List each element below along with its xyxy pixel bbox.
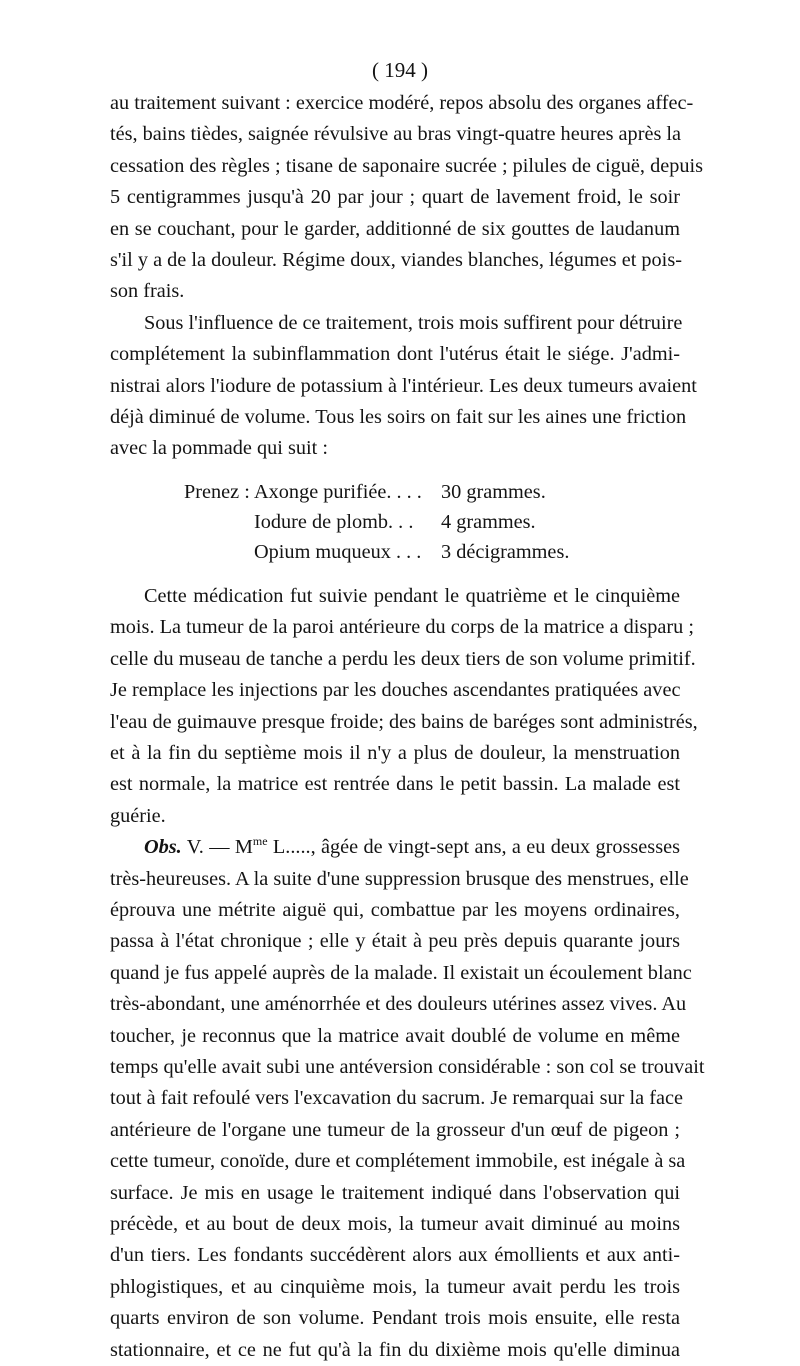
text-line: d'un tiers. Les fondants succédèrent alors aux émollients et aux anti- <box>110 1244 680 1267</box>
recipe-row <box>110 537 680 567</box>
observation-intro-a: V. — M <box>186 836 253 859</box>
text-line: guérie. <box>110 804 166 827</box>
text-line: cette tumeur, conoïde, dure et complétement immobile, est inégale à sa <box>110 1150 686 1173</box>
text-line: précède, et au bout de deux mois, la tumeur avait diminué au moins <box>110 1213 680 1235</box>
text-line: tés, bains tièdes, saignée révulsive au bras vingt-quatre heures après la <box>110 123 682 146</box>
text-line: déjà diminué de volume. Tous les soirs on fait sur les aines une friction <box>110 406 687 429</box>
text-line <box>110 832 680 863</box>
text-line: Sous l'influence de ce traitement, trois mois suffirent pour détruire <box>144 311 683 334</box>
recipe-prefix: Prenez : <box>184 480 250 503</box>
text-line: Je remplace les injections par les douches ascendantes pratiquées avec <box>110 679 681 702</box>
text-line: tout à fait refoulé vers l'excavation du sacrum. Je remarquai sur la face <box>110 1087 683 1110</box>
recipe-quantity: 4 grammes. <box>441 510 536 533</box>
paragraph-observation-v <box>110 832 705 1366</box>
body-text <box>110 88 705 1366</box>
text-line: toucher, je reconnus que la matrice avait doublé de volume en même <box>110 1024 680 1047</box>
text-line: celle du museau de tanche a perdu les deux tiers de son volume primitif. <box>110 647 696 670</box>
text-line: temps qu'elle avait subi une antéversion considérable : son col se trouvait <box>110 1055 705 1078</box>
text-line: avec la pommade qui suit : <box>110 437 328 460</box>
text-line: et à la fin du septième mois il n'y a plus de douleur, la menstruation <box>110 741 680 764</box>
text-line: antérieure de l'organe une tumeur de la grosseur d'un œuf de pigeon ; <box>110 1118 680 1141</box>
text-line: stationnaire, et ce ne fut qu'à la fin du dixième mois qu'elle diminua <box>110 1338 680 1361</box>
text-line: éprouva une métrite aiguë qui, combattue par les moyens ordinaires, <box>110 898 680 921</box>
paragraph-influence <box>110 308 697 465</box>
text-line: surface. Je mis en usage le traitement indiqué dans l'observation qui <box>110 1181 680 1204</box>
text-line: s'il y a de la douleur. Régime doux, viandes blanches, légumes et pois- <box>110 249 682 272</box>
text-line: phlogistiques, et au cinquième mois, la tumeur avait perdu les trois <box>110 1275 680 1298</box>
paragraph-treatment <box>110 88 704 308</box>
text-line: quarts environ de son volume. Pendant trois mois ensuite, elle resta <box>110 1307 680 1330</box>
text-line: est normale, la matrice est rentrée dans le petit bassin. La malade est <box>110 773 680 796</box>
text-line: très-abondant, une aménorrhée et des douleurs utérines assez vives. Au <box>110 993 687 1016</box>
text-line: l'eau de guimauve presque froide; des bains de baréges sont administrés, <box>110 710 698 733</box>
recipe-quantity: 3 décigrammes. <box>441 540 570 563</box>
text-line: quand je fus appelé auprès de la malade. Il existait un écoulement blanc <box>110 961 692 984</box>
text-line: 5 centigrammes jusqu'à 20 par jour ; quart de lavement froid, le soir <box>110 186 680 209</box>
text-line: cessation des règles ; tisane de saponaire sucrée ; pilules de ciguë, depuis <box>110 154 704 177</box>
recipe-prescription <box>110 477 680 567</box>
text-line: au traitement suivant : exercice modéré, repos absolu des organes affec- <box>110 92 694 114</box>
observation-intro-b: L....., âgée de vingt-sept ans, a eu deux grossesses <box>267 836 680 859</box>
text-line: nistrai alors l'iodure de potassium à l'intérieur. Les deux tumeurs avaient <box>110 374 697 397</box>
paragraph-medication <box>110 581 698 832</box>
text-line: en se couchant, pour le garder, additionné de six gouttes de laudanum <box>110 217 680 240</box>
text-line: mois. La tumeur de la paroi antérieure du corps de la matrice a disparu ; <box>110 616 694 639</box>
recipe-ingredient: Iodure de plomb. . . <box>254 510 414 533</box>
recipe-ingredient: Axonge purifiée. . . . <box>254 480 422 503</box>
recipe-ingredient: Opium muqueux . . . <box>254 540 422 563</box>
observation-intro-sup: me <box>252 834 268 849</box>
observation-label: Obs. <box>144 836 182 859</box>
text-line: Cette médication fut suivie pendant le quatrième et le cinquième <box>144 584 680 607</box>
recipe-row <box>110 477 680 507</box>
text-line: passa à l'état chronique ; elle y était à peu près depuis quarante jours <box>110 930 680 953</box>
text-line: très-heureuses. A la suite d'une suppression brusque des menstrues, elle <box>110 867 689 890</box>
page-number: ( 194 ) <box>372 58 428 82</box>
recipe-row <box>110 507 680 537</box>
text-line: complétement la subinflammation dont l'utérus était le siége. J'admi- <box>110 343 680 366</box>
text-line: son frais. <box>110 280 185 303</box>
recipe-quantity: 30 grammes. <box>441 480 546 503</box>
